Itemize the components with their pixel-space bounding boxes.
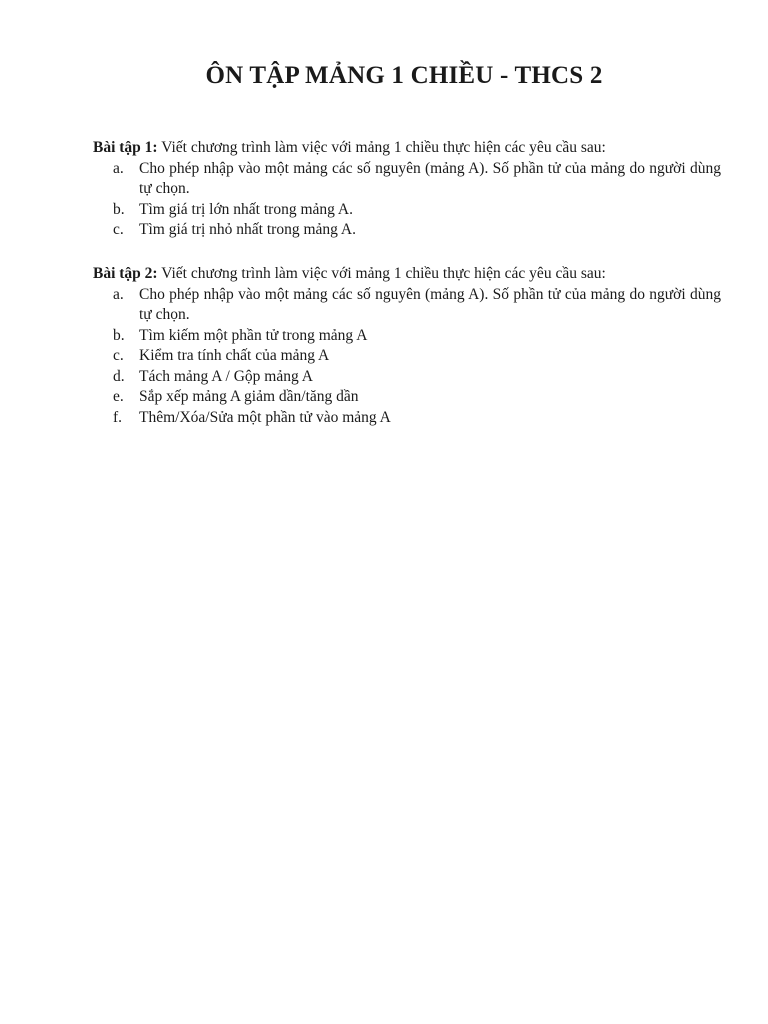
list-item <box>93 159 721 200</box>
list-marker: b. <box>113 200 125 218</box>
list-item <box>93 200 721 221</box>
list-marker: d. <box>113 367 125 385</box>
exercise-intro: Viết chương trình làm việc với mảng 1 chiều thực hiện các yêu cầu sau: <box>161 265 606 282</box>
list-item-text: Tìm kiếm một phần tử trong mảng A <box>139 326 368 344</box>
exercise-items <box>93 285 721 429</box>
exercise-heading <box>93 138 721 159</box>
list-marker: c. <box>113 221 124 238</box>
list-item-text: Tìm giá trị lớn nhất trong mảng A. <box>139 200 353 218</box>
exercise-intro: Viết chương trình làm việc với mảng 1 chiều thực hiện các yêu cầu sau: <box>161 139 606 156</box>
list-item <box>93 285 721 326</box>
exercise-label: Bài tập 2: <box>93 265 158 282</box>
list-item-text: Kiểm tra tính chất của mảng A <box>139 347 330 364</box>
list-item-text: Cho phép nhập vào một mảng các số nguyên (mảng A). Số phần tử của mảng do người dùng tự chọn. <box>139 159 721 197</box>
list-item-text: Tìm giá trị nhỏ nhất trong mảng A. <box>139 221 356 238</box>
list-marker: b. <box>113 326 125 344</box>
exercise-heading <box>93 264 721 285</box>
list-item <box>93 367 721 388</box>
page-title: ÔN TẬP MẢNG 1 CHIỀU - THCS 2 <box>205 62 603 89</box>
list-item-text: Thêm/Xóa/Sửa một phần tử vào mảng A <box>139 408 391 426</box>
exercise-2 <box>93 264 721 428</box>
list-marker: f. <box>113 408 123 426</box>
list-item <box>93 346 721 367</box>
list-item-text: Tách mảng A / Gộp mảng A <box>139 367 313 385</box>
list-marker: e. <box>113 388 124 405</box>
list-marker: c. <box>113 347 124 364</box>
list-item-text: Sắp xếp mảng A giảm dần/tăng dần <box>139 388 359 405</box>
list-item <box>93 387 721 408</box>
list-marker: a. <box>113 159 124 177</box>
list-item <box>93 408 721 429</box>
exercise-1 <box>93 138 721 241</box>
exercise-label: Bài tập 1: <box>93 139 158 156</box>
exercise-items <box>93 159 721 241</box>
list-marker: a. <box>113 285 124 303</box>
list-item-text: Cho phép nhập vào một mảng các số nguyên (mảng A). Số phần tử của mảng do người dùng tự chọn. <box>139 285 721 323</box>
list-item <box>93 326 721 347</box>
list-item <box>93 220 721 241</box>
